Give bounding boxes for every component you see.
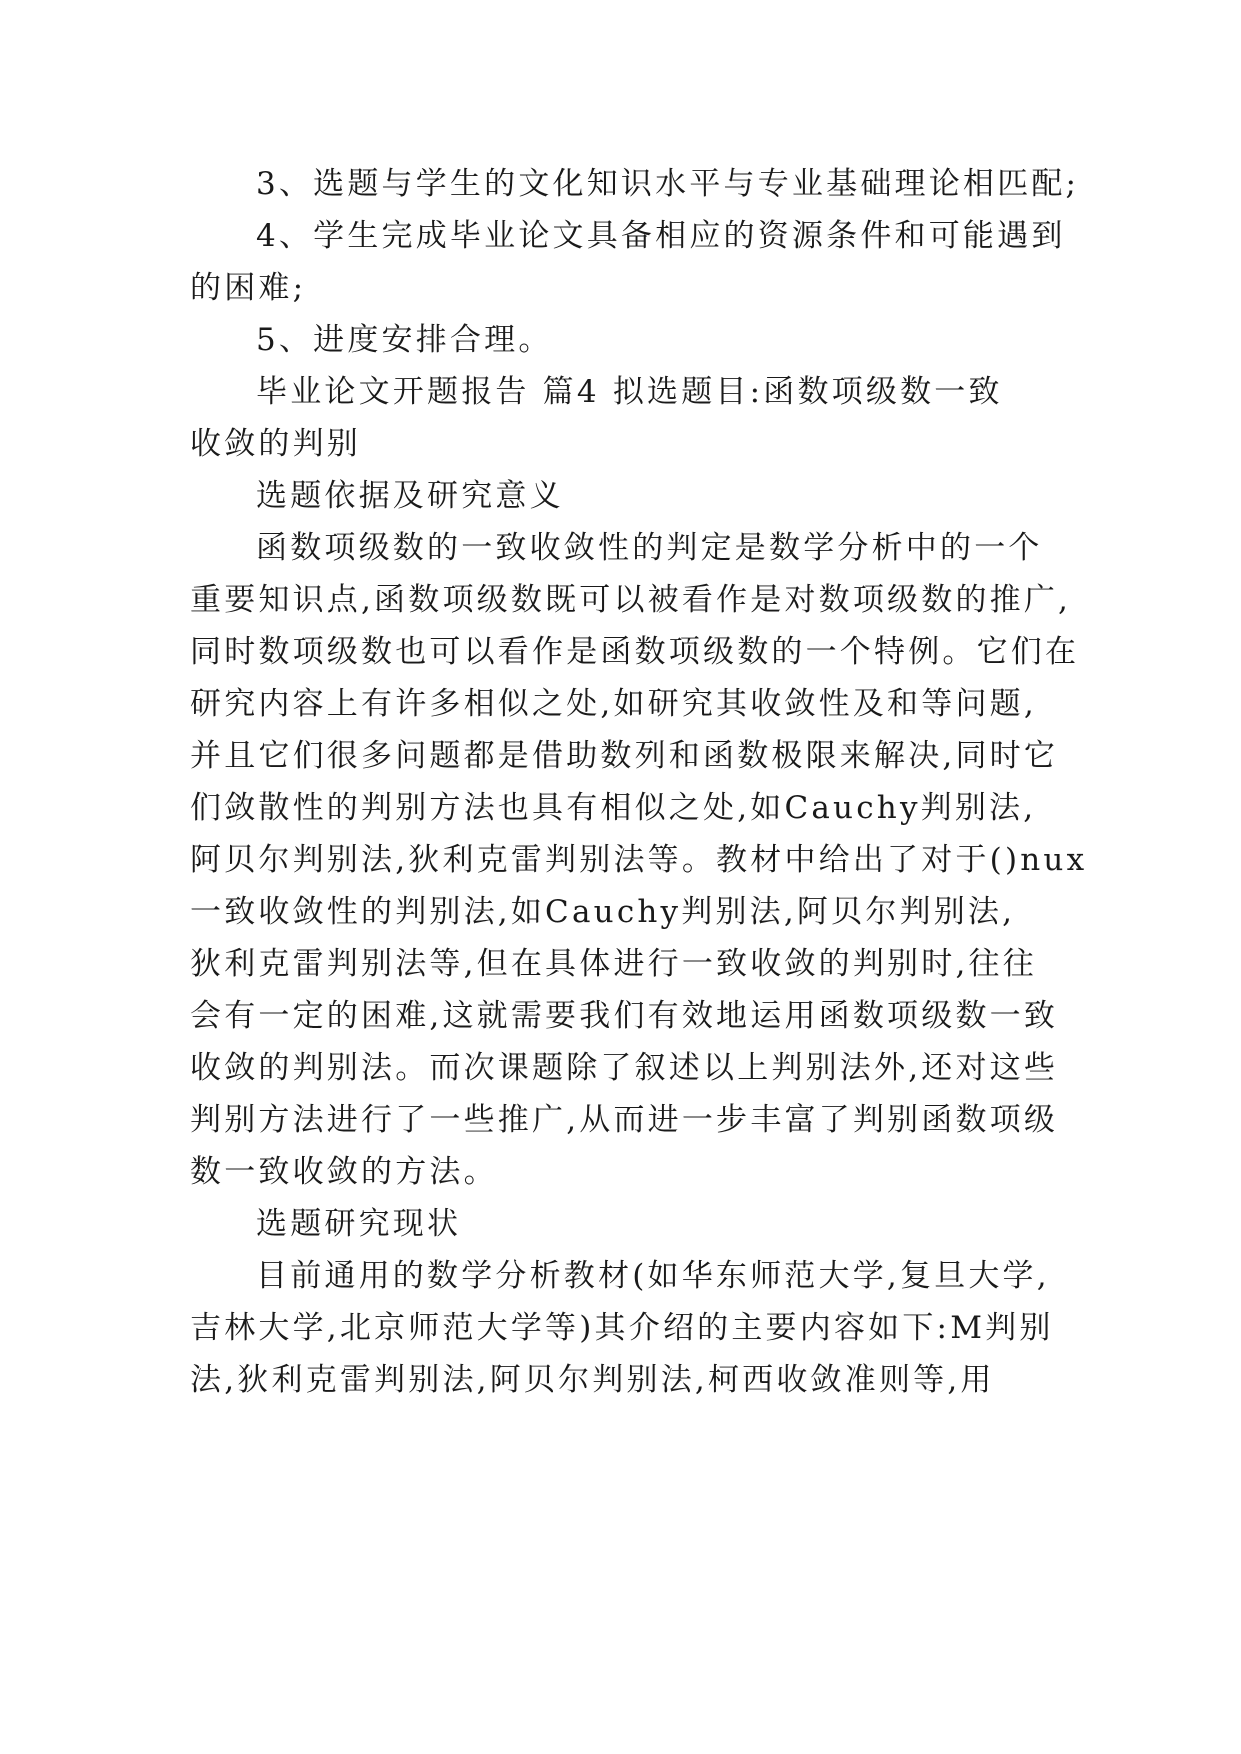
section-heading: 毕业论文开题报告 篇4 拟选题目:函数项级数一致 [256, 374, 1003, 410]
text-line: 法,狄利克雷判别法,阿贝尔判别法,柯西收敛准则等,用 [190, 1362, 995, 1398]
text-line: 吉林大学,北京师范大学等)其介绍的主要内容如下:M判别 [190, 1310, 1054, 1346]
section-heading: 选题研究现状 [256, 1206, 462, 1242]
text-line: 的困难; [190, 270, 307, 306]
text-line: 研究内容上有许多相似之处,如研究其收敛性及和等问题, [190, 686, 1037, 722]
text-line: 5、进度安排合理。 [256, 322, 553, 358]
text-line: 并且它们很多问题都是借助数列和函数极限来解决,同时它 [190, 738, 1059, 774]
text-line: 一致收敛性的判别法,如Cauchy判别法,阿贝尔判别法, [190, 894, 1016, 930]
text-line: 会有一定的困难,这就需要我们有效地运用函数项级数一致 [190, 998, 1059, 1034]
text-line: 重要知识点,函数项级数既可以被看作是对数项级数的推广, [190, 582, 1072, 618]
text-line: 3、选题与学生的文化知识水平与专业基础理论相匹配; [256, 166, 1080, 202]
text-line: 狄利克雷判别法等,但在具体进行一致收敛的判别时,往往 [190, 946, 1037, 982]
text-line: 函数项级数的一致收敛性的判定是数学分析中的一个 [256, 530, 1043, 566]
text-line: 判别方法进行了一些推广,从而进一步丰富了判别函数项级 [190, 1102, 1059, 1138]
text-line: 收敛的判别 [190, 426, 361, 462]
text-line: 们敛散性的判别方法也具有相似之处,如Cauchy判别法, [190, 790, 1037, 826]
text-line: 目前通用的数学分析教材(如华东师范大学,复旦大学, [256, 1258, 1050, 1294]
text-line: 阿贝尔判别法,狄利克雷判别法等。教材中给出了对于()nux [190, 842, 1088, 878]
text-line: 4、学生完成毕业论文具备相应的资源条件和可能遇到 [256, 218, 1066, 254]
text-line: 收敛的判别法。而次课题除了叙述以上判别法外,还对这些 [190, 1050, 1059, 1086]
text-line: 数一致收敛的方法。 [190, 1154, 498, 1190]
text-line: 同时数项级数也可以看作是函数项级数的一个特例。它们在 [190, 634, 1080, 670]
section-heading: 选题依据及研究意义 [256, 478, 564, 514]
